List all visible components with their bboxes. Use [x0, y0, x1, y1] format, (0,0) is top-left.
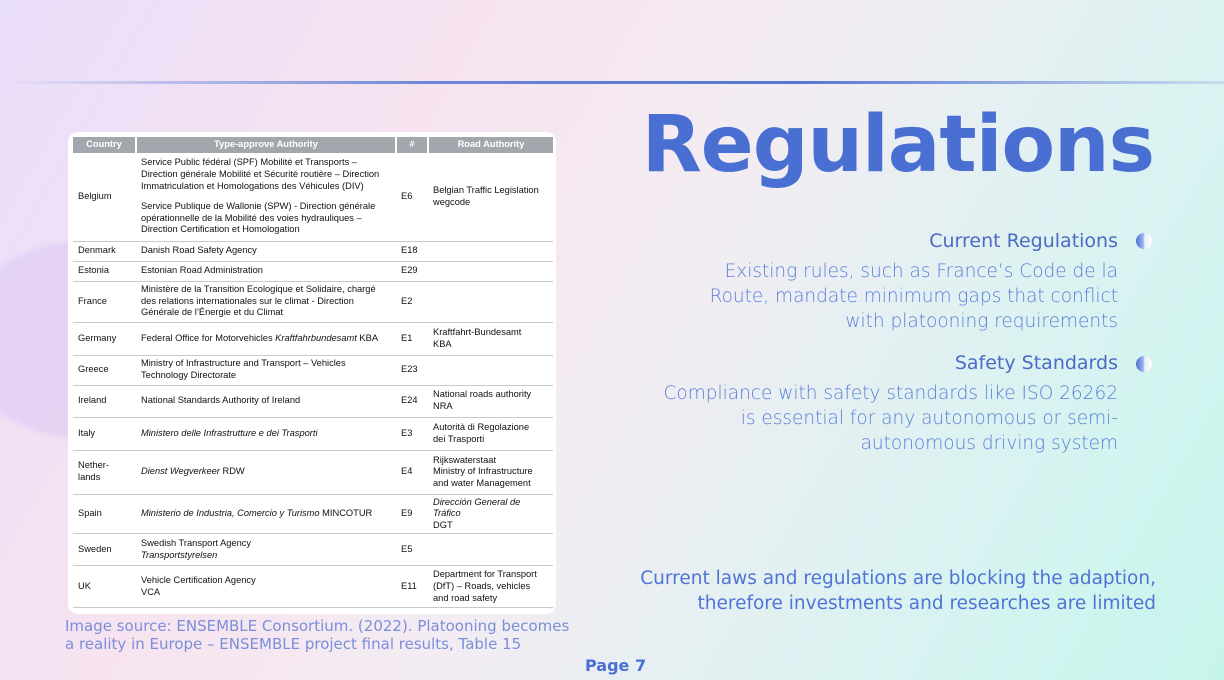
country-cell: Spain — [73, 494, 136, 534]
ece-number-cell: E2 — [396, 281, 428, 322]
authority-cell: Service Public fédéral (SPF) Mobilité et Transports – Direction générale Mobilité et Sécurité routière – Direction Immatriculation et Homologations des Véhicules (DIV) Service Publique de Wallonie (SPW) - Direction générale opérationnelle de la Mobilité des voies hydrauliques – Direction Certification et Homologation — [136, 153, 396, 241]
ece-number-cell: E5 — [396, 534, 428, 566]
country-cell: Germany — [73, 322, 136, 355]
country-cell: Denmark — [73, 241, 136, 261]
ece-number-cell: E18 — [396, 241, 428, 261]
ece-number-cell: E11 — [396, 566, 428, 608]
authority-cell: Ministerio de Industria, Comercio y Turismo MINCOTUR — [136, 494, 396, 534]
page-number: Page 7 — [585, 656, 647, 675]
ece-number-cell: E6 — [396, 153, 428, 241]
table-row — [73, 261, 553, 281]
authority-cell: Vehicle Certification Agency VCA — [136, 566, 396, 608]
ece-number-cell: E9 — [396, 494, 428, 534]
section-heading-safety-standards: Safety Standards — [954, 352, 1118, 374]
table-row — [73, 534, 553, 566]
road-authority-cell — [428, 281, 553, 322]
country-cell: France — [73, 281, 136, 322]
country-cell: Italy — [73, 417, 136, 450]
column-header: Country — [73, 137, 136, 153]
authority-cell: Danish Road Safety Agency — [136, 241, 396, 261]
country-cell: Estonia — [73, 261, 136, 281]
authority-cell: Ministère de la Transition Ecologique et Solidaire, chargé des relations internationales sur le climat - Direction Générale de l’Énergie et du Climat — [136, 281, 396, 322]
road-authority-cell: Department for Transport (DfT) – Roads, vehicles and road safety — [428, 566, 553, 608]
column-header: # — [396, 137, 428, 153]
table-row — [73, 241, 553, 261]
ece-number-cell: E23 — [396, 355, 428, 385]
ece-number-cell: E24 — [396, 385, 428, 417]
table-row — [73, 281, 553, 322]
column-header: Road Authority — [428, 137, 553, 153]
authority-cell: Estonian Road Administration — [136, 261, 396, 281]
regulation-table-card — [68, 132, 556, 614]
safety-standards-text: Compliance with safety standards like ISO 26262 is essential for any autonomous or semi- autonomous driving system — [663, 383, 1118, 454]
table-row — [73, 417, 553, 450]
header-divider — [0, 81, 1224, 84]
table-row — [73, 153, 553, 241]
country-cell: Greece — [73, 355, 136, 385]
bullet-dot-icon — [1136, 356, 1152, 372]
country-cell: Ireland — [73, 385, 136, 417]
table-row — [73, 450, 553, 494]
authority-cell: Federal Office for Motorvehicles Kraftfahrbundesamt KBA — [136, 322, 396, 355]
road-authority-cell — [428, 534, 553, 566]
conclusion-note: Current laws and regulations are blocking the adaption, therefore investments and researches are limited — [640, 568, 1156, 614]
road-authority-cell: Belgian Traffic Legislation wegcode — [428, 153, 553, 241]
road-authority-cell — [428, 355, 553, 385]
authority-cell: National Standards Authority of Ireland — [136, 385, 396, 417]
country-cell: Belgium — [73, 153, 136, 241]
road-authority-cell: Dirección General de Tráfico DGT — [428, 494, 553, 534]
table-row — [73, 385, 553, 417]
regulation-table — [73, 137, 553, 608]
current-regulations-text: Existing rules, such as France’s Code de la Route, mandate minimum gaps that conflict with platooning requirements — [709, 261, 1118, 332]
image-source-caption: Image source: ENSEMBLE Consortium. (2022). Platooning becomes a reality in Europe – ENSEMBLE project final results, Table 15 — [65, 617, 570, 653]
table-row — [73, 566, 553, 608]
road-authority-cell — [428, 261, 553, 281]
ece-number-cell: E29 — [396, 261, 428, 281]
column-header: Type-approve Authority — [136, 137, 396, 153]
road-authority-cell — [428, 241, 553, 261]
road-authority-cell: Rijkswaterstaat Ministry of Infrastructure and water Management — [428, 450, 553, 494]
authority-cell: Swedish Transport Agency Transportstyrelsen — [136, 534, 396, 566]
road-authority-cell: Autorità di Regolazione dei Trasporti — [428, 417, 553, 450]
table-row — [73, 322, 553, 355]
road-authority-cell: National roads authority NRA — [428, 385, 553, 417]
slide-title: Regulations — [641, 100, 1154, 190]
country-cell: Sweden — [73, 534, 136, 566]
table-row — [73, 355, 553, 385]
authority-cell: Ministero delle Infrastrutture e dei Trasporti — [136, 417, 396, 450]
section-heading-current-regulations: Current Regulations — [929, 230, 1118, 252]
ece-number-cell: E1 — [396, 322, 428, 355]
authority-cell: Dienst Wegverkeer RDW — [136, 450, 396, 494]
table-row — [73, 494, 553, 534]
road-authority-cell: Kraftfahrt-Bundesamt KBA — [428, 322, 553, 355]
table-header-row — [73, 137, 553, 153]
country-cell: Nether- lands — [73, 450, 136, 494]
ece-number-cell: E3 — [396, 417, 428, 450]
bullet-dot-icon — [1136, 233, 1152, 249]
ece-number-cell: E4 — [396, 450, 428, 494]
authority-cell: Ministry of Infrastructure and Transport – Vehicles Technology Directorate — [136, 355, 396, 385]
country-cell: UK — [73, 566, 136, 608]
